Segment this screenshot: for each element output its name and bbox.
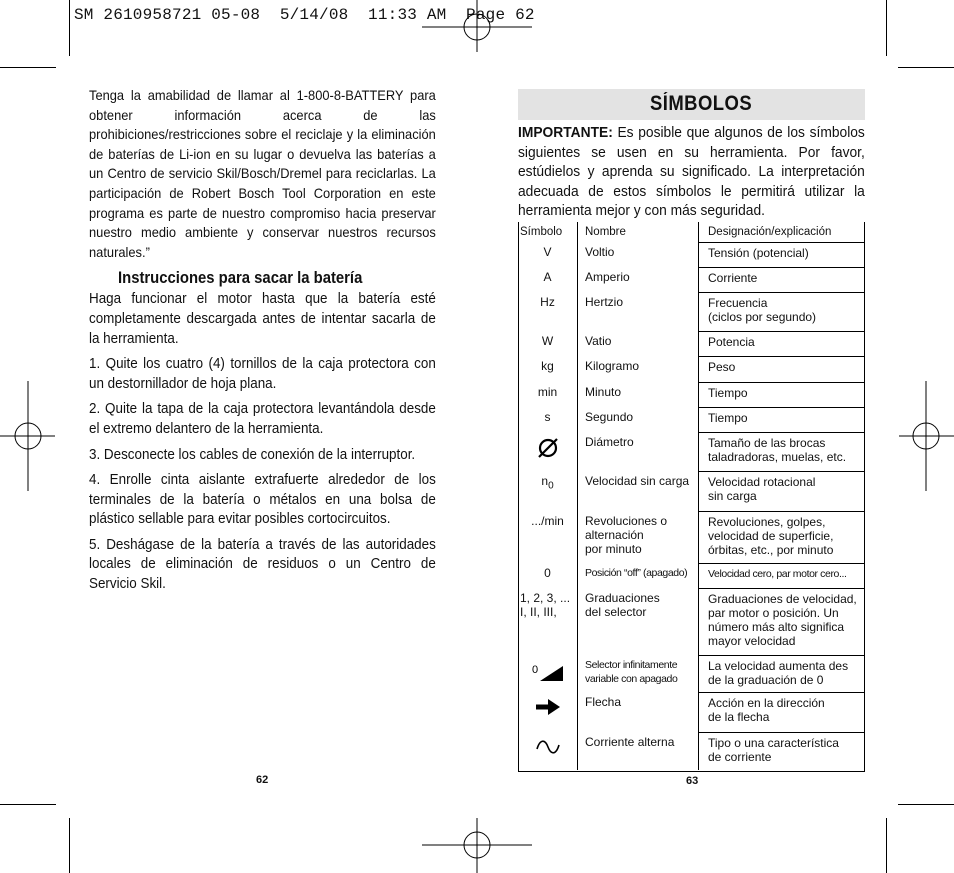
table-header-row <box>518 222 864 242</box>
important-note <box>518 123 865 221</box>
step-2: 2. Quite la tapa de la caja protectora levantándola desde el extremo delantero de la herramienta. <box>89 401 436 437</box>
diameter-icon <box>536 436 560 460</box>
row-name: Segundo <box>578 407 699 432</box>
row-symbol <box>518 732 578 770</box>
row-desc: Tensión (potencial) <box>699 242 865 267</box>
row-symbol <box>518 655 578 692</box>
row-name: Revoluciones o alternación por minuto <box>578 511 699 563</box>
row-symbol: min <box>518 382 578 407</box>
row-name: Vatio <box>578 331 699 356</box>
row-name: Hertzio <box>578 292 699 331</box>
step-1: 1. Quite los cuatro (4) tornillos de la caja protectora con un destornillador de hoja plana. <box>89 356 436 392</box>
step-5: 5. Deshágase de la batería a través de las autoridades locales de eliminación de residuos o un Centro de Servicio Skil. <box>89 536 436 593</box>
right-column <box>518 89 865 221</box>
row-symbol: V <box>518 242 578 267</box>
row-symbol: 0 <box>518 563 578 588</box>
table-row <box>518 292 864 331</box>
symbols-table <box>518 222 864 770</box>
print-slug: SM 2610958721 05-08 5/14/08 11:33 AM Page 62 <box>74 6 535 24</box>
step-4: 4. Enrolle cinta aislante extrafuerte alrededor de los terminales de la batería o métalos en una bolsa de plástico sellable para evitar posibles cortocircuitos. <box>89 472 436 528</box>
page-number-right: 63 <box>686 775 699 787</box>
row-symbol: 1, 2, 3, ... I, II, III, <box>518 588 578 655</box>
row-desc: Tipo o una característica de corriente <box>708 735 839 764</box>
header-name: Nombre <box>578 222 699 242</box>
table-row <box>518 511 864 563</box>
row-name: Voltio <box>578 242 699 267</box>
important-label: IMPORTANTE: <box>518 124 613 141</box>
step-3: 3. Desconecte los cables de conexión de la interruptor. <box>89 446 416 463</box>
recycling-paragraph: Tenga la amabilidad de llamar al 1-800-8-BATTERY para obtener información acerca de las prohibiciones/restricciones sobre el reciclaje y la eliminación de baterías de Li-ion en su lugar o devuelva las baterías a un Centro de servicio Skil/Bosch/Dremel para reciclarlas. La participación de Robert Bosch Tool Corporation en este programa es parte de nuestro compromiso hacia preservar nuestro medio ambiente y conservar nuestros recursos naturales.” <box>89 87 436 260</box>
row-name: Posición “off” (apagado) <box>578 563 699 588</box>
table-row <box>518 732 864 770</box>
row-symbol <box>518 471 578 511</box>
row-symbol: W <box>518 331 578 356</box>
table-row <box>518 267 864 292</box>
row-name: Kilogramo <box>578 356 699 382</box>
row-symbol <box>518 432 578 471</box>
arrow-icon <box>534 697 562 717</box>
row-symbol: s <box>518 407 578 432</box>
row-desc: Revoluciones, golpes, velocidad de superficie, órbitas, etc., por minuto <box>699 511 865 563</box>
row-name: Minuto <box>578 382 699 407</box>
row-desc: Tiempo <box>699 407 865 432</box>
ramp-icon <box>531 661 565 683</box>
row-desc: Tamaño de las brocas taladradoras, muelas, etc. <box>699 432 865 471</box>
important-text: Es posible que algunos de los símbolos siguientes se usen en su herramienta. Por favor, estúdielos y aprenda su significado. La interpretación adecuada de estos símbolos le permitirá utilizar la herramienta mejor y con más seguridad. <box>518 124 865 220</box>
table-row <box>518 331 864 356</box>
table-row <box>518 407 864 432</box>
row-desc: Frecuencia (ciclos por segundo) <box>699 292 865 331</box>
row-name: Corriente alterna <box>578 732 699 770</box>
header-desc: Designación/explicación <box>699 222 865 242</box>
row-symbol <box>518 692 578 732</box>
row-desc: La velocidad aumenta des de la graduación de 0 <box>699 655 865 692</box>
table-row <box>518 382 864 407</box>
row-name: Velocidad sin carga <box>578 471 699 511</box>
table-row <box>518 242 864 267</box>
header-symbol: Símbolo <box>518 222 578 242</box>
row-name: Amperio <box>578 267 699 292</box>
row-symbol: Hz <box>518 292 578 331</box>
table-row <box>518 588 864 655</box>
symbols-title: SÍMBOLOS <box>650 92 753 115</box>
table-row <box>518 655 864 692</box>
symbols-title-bar <box>518 89 865 120</box>
ac-icon <box>534 737 562 757</box>
row-name: Graduaciones del selector <box>578 588 699 655</box>
row-desc: Velocidad rotacional sin carga <box>699 471 865 511</box>
n0-sub: 0 <box>548 480 554 492</box>
row-name: Selector infinitamente variable con apagado <box>578 655 699 692</box>
table-row <box>518 692 864 732</box>
row-desc: Graduaciones de velocidad, par motor o posición. Un número más alto significa mayor velocidad <box>699 588 865 655</box>
row-desc: Peso <box>699 356 865 382</box>
row-symbol: A <box>518 267 578 292</box>
page-number-left: 62 <box>256 774 269 786</box>
row-desc: Corriente <box>699 267 865 292</box>
left-column <box>89 86 436 595</box>
row-desc: Velocidad cero, par motor cero... <box>699 563 865 588</box>
battery-removal-heading: Instrucciones para sacar la batería <box>118 269 363 288</box>
n0-base: n <box>541 474 549 488</box>
row-symbol: .../min <box>518 511 578 563</box>
row-name: Flecha <box>578 692 699 732</box>
table-row <box>518 471 864 511</box>
row-desc: Tiempo <box>699 382 865 407</box>
table-row <box>518 432 864 471</box>
row-desc: Potencia <box>699 331 865 356</box>
row-name: Diámetro <box>578 432 699 471</box>
battery-removal-lead: Haga funcionar el motor hasta que la batería esté completamente descargada antes de intentar sacarla de la herramienta. <box>89 291 436 347</box>
row-symbol: kg <box>518 356 578 382</box>
table-row <box>518 563 864 588</box>
row-desc: Acción en la dirección de la flecha <box>699 692 865 732</box>
table-row <box>518 356 864 382</box>
ramp-zero-label: 0 <box>531 664 538 676</box>
